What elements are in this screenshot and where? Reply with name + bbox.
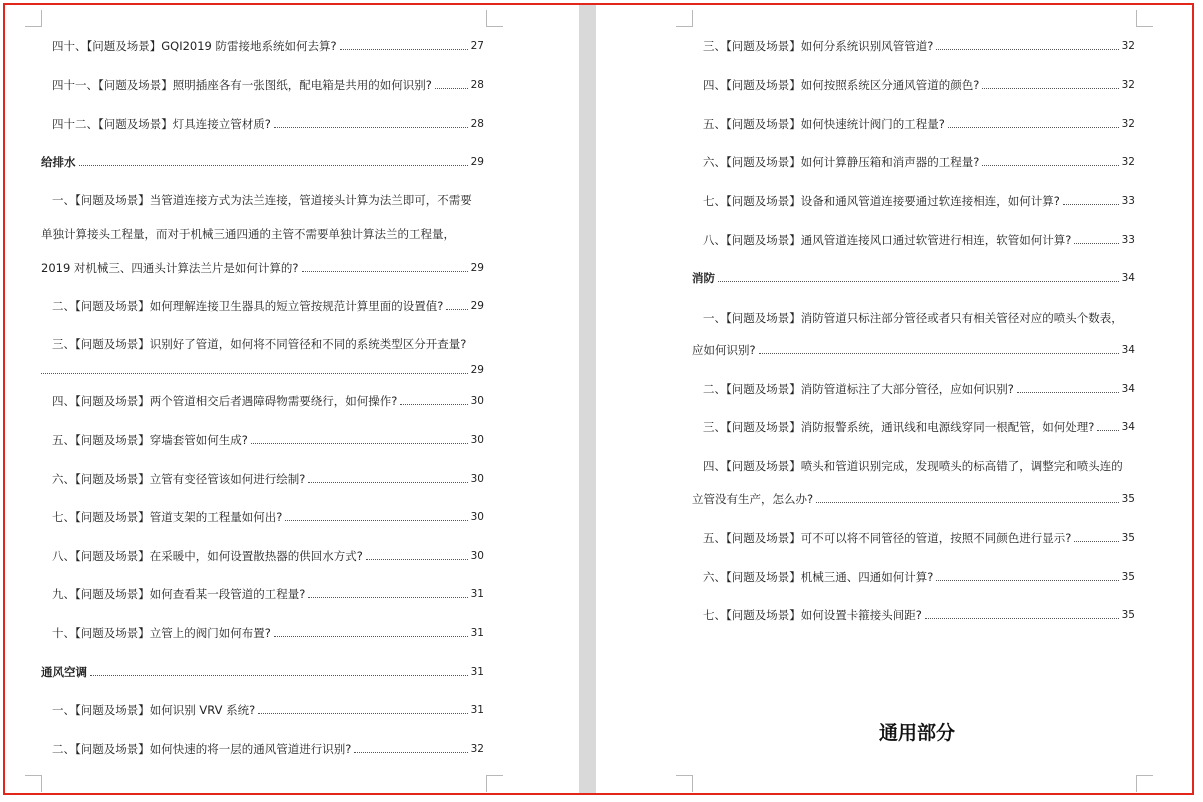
page-gap: [579, 5, 596, 795]
document-page-right: [596, 5, 1192, 795]
toc-entry[interactable]: 七、【问题及场景】管道支架的工程量如何出? 30: [52, 510, 484, 524]
toc-entry[interactable]: 2019 对机械三、四通头计算法兰片是如何计算的? 29: [41, 261, 484, 275]
toc-entry[interactable]: 29: [41, 363, 484, 377]
toc-entry[interactable]: 四十一、【问题及场景】照明插座各有一张图纸，配电箱是共用的如何识别? 28: [52, 78, 484, 92]
toc-section-heading[interactable]: 通风空调 31: [41, 665, 484, 679]
toc-entry[interactable]: 七、【问题及场景】设备和通风管道连接要通过软连接相连，如何计算? 33: [703, 194, 1135, 208]
toc-section-heading[interactable]: 给排水 29: [41, 155, 484, 169]
toc-entry[interactable]: 二、【问题及场景】消防管道标注了大部分管径，应如何识别? 34: [703, 382, 1135, 396]
page-corner-mark: [486, 10, 503, 27]
page-corner-mark: [1136, 10, 1153, 27]
toc-entry[interactable]: 二、【问题及场景】如何理解连接卫生器具的短立管按规范计算里面的设置值? 29: [52, 299, 484, 313]
toc-entry[interactable]: 十、【问题及场景】立管上的阀门如何布置? 31: [52, 626, 484, 640]
page-corner-mark: [25, 10, 42, 27]
toc-entry-line[interactable]: 一、【问题及场景】消防管道只标注部分管径或者只有相关管径对应的喷头个数表，: [703, 311, 1123, 325]
toc-entry[interactable]: 四十、【问题及场景】GQI2019 防雷接地系统如何去算? 27: [52, 39, 484, 53]
toc-entry[interactable]: 八、【问题及场景】通风管道连接风口通过软管进行相连，软管如何计算? 33: [703, 233, 1135, 247]
toc-entry[interactable]: 五、【问题及场景】如何快速统计阀门的工程量? 32: [703, 117, 1135, 131]
toc-entry[interactable]: 三、【问题及场景】如何分系统识别风管管道? 32: [703, 39, 1135, 53]
toc-entry[interactable]: 四、【问题及场景】如何按照系统区分通风管道的颜色? 32: [703, 78, 1135, 92]
page-corner-mark: [676, 775, 693, 792]
toc-entry[interactable]: 七、【问题及场景】如何设置卡箍接头间距? 35: [703, 608, 1135, 622]
toc-entry[interactable]: 四、【问题及场景】两个管道相交后者遇障碍物需要绕行，如何操作? 30: [52, 394, 484, 408]
section-title: 通用部分: [879, 722, 956, 744]
toc-entry[interactable]: 四十二、【问题及场景】灯具连接立管材质? 28: [52, 117, 484, 131]
toc-entry[interactable]: 应如何识别? 34: [692, 343, 1135, 357]
page-corner-mark: [676, 10, 693, 27]
toc-entry[interactable]: 六、【问题及场景】立管有变径管该如何进行绘制? 30: [52, 472, 484, 486]
toc-entry[interactable]: 九、【问题及场景】如何查看某一段管道的工程量? 31: [52, 587, 484, 601]
page-corner-mark: [486, 775, 503, 792]
toc-entry[interactable]: 六、【问题及场景】机械三通、四通如何计算? 35: [703, 570, 1135, 584]
toc-entry[interactable]: 一、【问题及场景】如何识别 VRV 系统? 31: [52, 703, 484, 717]
document-page-left: [5, 5, 578, 795]
page-corner-mark: [25, 775, 42, 792]
toc-entry-line[interactable]: 四、【问题及场景】喷头和管道识别完成，发现喷头的标高错了，调整完和喷头连的: [703, 459, 1123, 473]
toc-entry-line[interactable]: 单独计算接头工程量，而对于机械三通四通的主管不需要单独计算法兰的工程量，: [41, 227, 455, 241]
toc-section-heading[interactable]: 消防 34: [692, 271, 1135, 285]
toc-entry[interactable]: 立管没有生产，怎么办? 35: [692, 492, 1135, 506]
toc-entry[interactable]: 五、【问题及场景】穿墙套管如何生成? 30: [52, 433, 484, 447]
toc-entry[interactable]: 六、【问题及场景】如何计算静压箱和消声器的工程量? 32: [703, 155, 1135, 169]
toc-entry[interactable]: 二、【问题及场景】如何快速的将一层的通风管道进行识别? 32: [52, 742, 484, 756]
toc-entry[interactable]: 八、【问题及场景】在采暖中，如何设置散热器的供回水方式? 30: [52, 549, 484, 563]
toc-entry-line[interactable]: 一、【问题及场景】当管道连接方式为法兰连接，管道接头计算为法兰即可，不需要: [52, 193, 472, 207]
toc-entry[interactable]: 三、【问题及场景】消防报警系统，通讯线和电源线穿同一根配管，如何处理? 34: [703, 420, 1135, 434]
toc-entry[interactable]: 五、【问题及场景】可不可以将不同管径的管道，按照不同颜色进行显示? 35: [703, 531, 1135, 545]
page-corner-mark: [1136, 775, 1153, 792]
toc-entry-line[interactable]: 三、【问题及场景】识别好了管道，如何将不同管径和不同的系统类型区分开查量?: [52, 337, 467, 351]
